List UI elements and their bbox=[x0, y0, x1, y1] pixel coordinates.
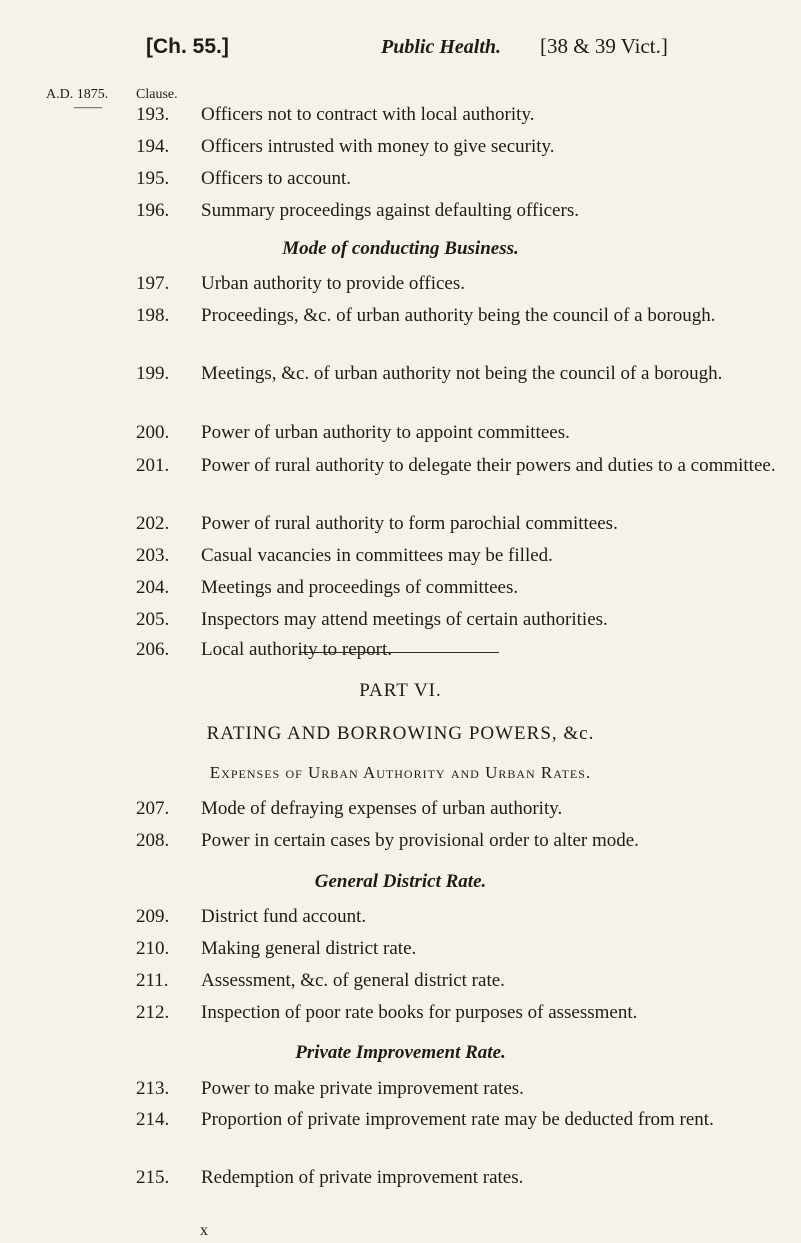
clause-entry bbox=[136, 637, 776, 662]
clause-text: Local authority to report. bbox=[201, 639, 392, 660]
clause-text: Officers to account. bbox=[201, 168, 352, 189]
part-title: PART VI. bbox=[359, 680, 442, 701]
clause-number: 205. bbox=[136, 609, 170, 630]
expenses-heading: Expenses of Urban Authority and Urban Rates. bbox=[209, 763, 592, 782]
clause-text: Assessment, &c. of general district rate. bbox=[201, 970, 505, 991]
margin-year: A.D. 1875. bbox=[46, 87, 109, 102]
clause-text: Officers not to contract with local authority. bbox=[201, 104, 535, 125]
clause-number: 197. bbox=[136, 273, 170, 294]
clause-entry bbox=[136, 904, 776, 929]
clause-entry bbox=[136, 575, 776, 600]
clause-entry bbox=[136, 134, 776, 159]
clause-entry bbox=[136, 936, 776, 961]
clause-text: Inspectors may attend meetings of certain authorities. bbox=[201, 609, 608, 630]
clause-text: Power of rural authority to form parochial committees. bbox=[201, 513, 618, 534]
clause-entry bbox=[136, 1107, 776, 1132]
clause-number: 207. bbox=[136, 798, 170, 819]
clause-text: Urban authority to provide offices. bbox=[201, 273, 465, 294]
clause-entry bbox=[136, 968, 776, 993]
clause-number: 200. bbox=[136, 422, 170, 443]
clause-entry bbox=[136, 1165, 776, 1190]
clause-number: 196. bbox=[136, 200, 170, 221]
clause-entry bbox=[136, 828, 776, 853]
clause-number: 206. bbox=[136, 639, 170, 660]
clause-text: Meetings and proceedings of committees. bbox=[201, 577, 519, 598]
section-divider bbox=[299, 652, 499, 653]
chapter-number: [Ch. 55.] bbox=[146, 35, 229, 58]
section-heading: Private Improvement Rate. bbox=[295, 1042, 506, 1063]
running-title: Public Health. bbox=[381, 36, 501, 58]
clause-entry bbox=[136, 198, 776, 223]
clause-entry bbox=[136, 1000, 776, 1025]
clause-number: 215. bbox=[136, 1167, 170, 1188]
clause-entry bbox=[136, 453, 776, 478]
clause-number: 199. bbox=[136, 363, 170, 384]
clause-text: Proportion of private improvement rate may be deducted from rent. bbox=[201, 1109, 714, 1130]
clause-entry bbox=[136, 271, 776, 296]
clause-number: 209. bbox=[136, 906, 170, 927]
clause-entry bbox=[136, 420, 776, 445]
clause-number: 201. bbox=[136, 455, 170, 476]
clause-number: 193. bbox=[136, 104, 170, 125]
section-heading: General District Rate. bbox=[314, 871, 487, 892]
clause-entry bbox=[136, 607, 776, 632]
clause-text: Summary proceedings against defaulting officers. bbox=[201, 200, 579, 221]
clause-number: 203. bbox=[136, 545, 170, 566]
clause-number: 195. bbox=[136, 168, 170, 189]
clause-text: Power to make private improvement rates. bbox=[201, 1078, 524, 1099]
clause-entry bbox=[136, 796, 776, 821]
clause-text: Inspection of poor rate books for purposes of assessment. bbox=[201, 1002, 638, 1023]
clause-entry bbox=[136, 102, 776, 127]
part-subtitle: RATING AND BORROWING POWERS, &c. bbox=[206, 723, 595, 744]
clause-number: 208. bbox=[136, 830, 170, 851]
clause-number: 202. bbox=[136, 513, 170, 534]
clause-number: 212. bbox=[136, 1002, 170, 1023]
clause-entry bbox=[136, 1076, 776, 1101]
clause-number: 213. bbox=[136, 1078, 170, 1099]
clause-number: 198. bbox=[136, 305, 170, 326]
running-header bbox=[0, 26, 801, 56]
clause-text: Officers intrusted with money to give security. bbox=[201, 136, 555, 157]
clause-entry bbox=[136, 303, 776, 328]
clause-text: Power of rural authority to delegate their powers and duties to a committee. bbox=[201, 455, 776, 476]
clause-text: Proceedings, &c. of urban authority being the council of a borough. bbox=[201, 305, 716, 326]
clause-number: 214. bbox=[136, 1109, 170, 1130]
clause-column-label: Clause. bbox=[136, 87, 178, 102]
clause-text: Power of urban authority to appoint committees. bbox=[201, 422, 570, 443]
clause-text: District fund account. bbox=[201, 906, 367, 927]
clause-text: Making general district rate. bbox=[201, 938, 417, 959]
clause-number: 194. bbox=[136, 136, 170, 157]
section-heading: Mode of conducting Business. bbox=[282, 238, 519, 259]
clause-number: 210. bbox=[136, 938, 170, 959]
clause-text: Meetings, &c. of urban authority not being the council of a borough. bbox=[201, 363, 723, 384]
signature-mark: x bbox=[200, 1222, 208, 1239]
clause-text: Casual vacancies in committees may be filled. bbox=[201, 545, 553, 566]
clause-number: 204. bbox=[136, 577, 170, 598]
clause-entry bbox=[136, 511, 776, 536]
clause-entry bbox=[136, 166, 776, 191]
clause-text: Mode of defraying expenses of urban authority. bbox=[201, 798, 563, 819]
margin-dash: —— bbox=[74, 100, 102, 115]
clause-number: 211. bbox=[136, 970, 169, 991]
clause-text: Redemption of private improvement rates. bbox=[201, 1167, 524, 1188]
clause-entry bbox=[136, 361, 776, 386]
clause-text: Power in certain cases by provisional order to alter mode. bbox=[201, 830, 639, 851]
clause-entry bbox=[136, 543, 776, 568]
regnal-year: [38 & 39 Vict.] bbox=[540, 34, 668, 58]
